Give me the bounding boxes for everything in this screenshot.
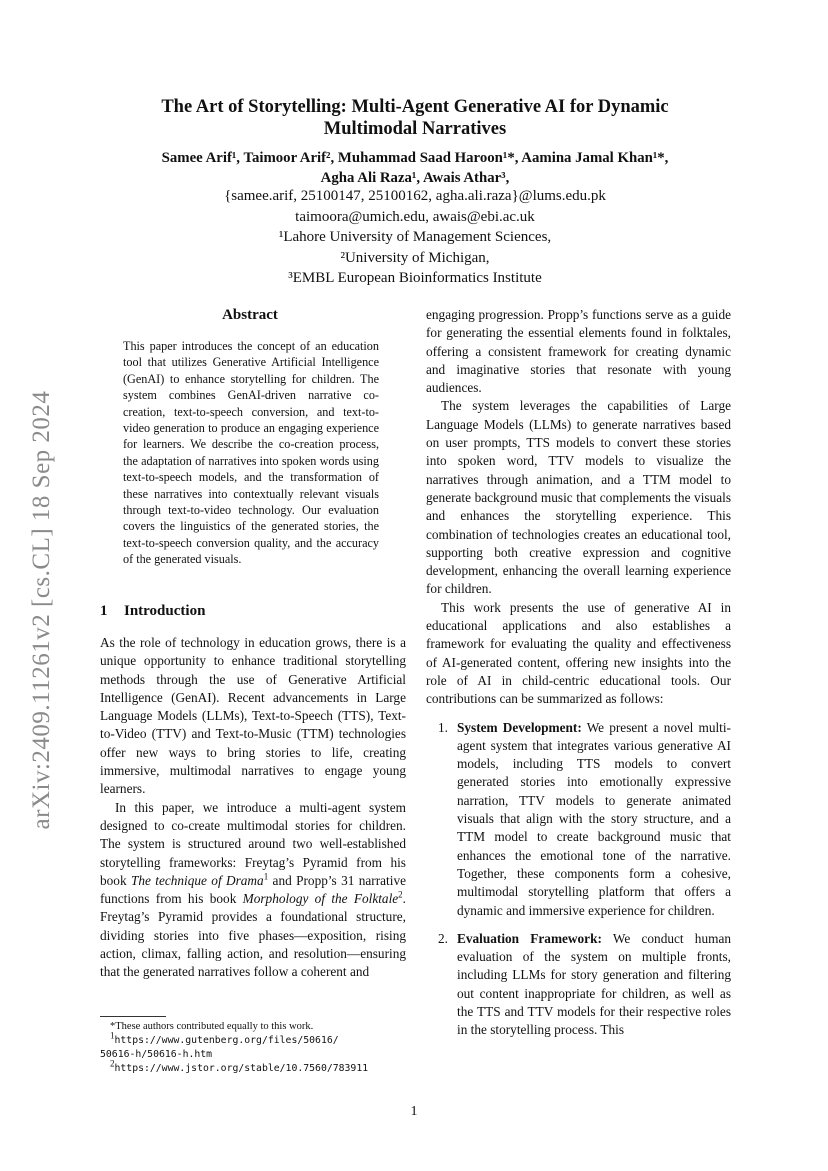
list-item-label: Evaluation Framework:	[457, 930, 602, 946]
book-title-drama: The technique of Drama	[130, 872, 264, 888]
list-item-label: System Development:	[457, 719, 582, 735]
right-column	[426, 306, 731, 1050]
abstract-heading: Abstract	[222, 307, 278, 323]
list-item	[426, 930, 731, 1040]
footnote-1-mark: 1	[110, 1030, 115, 1041]
intro-paragraph-2	[100, 799, 406, 982]
emails-line-2: taimoora@umich.edu, awais@ebi.ac.uk	[295, 208, 535, 225]
author-list	[100, 148, 730, 188]
affiliation-1: ¹Lahore University of Management Sciences,	[278, 229, 552, 245]
arxiv-sidebar-stamp	[14, 330, 70, 890]
title-line-1: The Art of Storytelling: Multi-Agent Generative AI for Dynamic	[161, 97, 669, 117]
left-column	[100, 634, 406, 982]
footnote-equal-contribution: *These authors contributed equally to this work.	[110, 1021, 314, 1032]
footnote-ref-2: 2	[398, 889, 403, 900]
affiliation-2: ²University of Michigan,	[340, 249, 490, 266]
footnotes	[100, 1020, 410, 1076]
affiliation-3: ³EMBL European Bioinformatics Institute	[288, 270, 542, 286]
footnote-1-link-cont[interactable]: 50616-h/50616-h.htm	[100, 1049, 213, 1060]
footnote-1-link[interactable]: https://www.gutenberg.org/files/50616/	[114, 1035, 339, 1046]
authors-line-2: Agha Ali Raza¹, Awais Athar³,	[320, 170, 510, 186]
p2-part-a: In this paper, we introduce a multi-agent system designed to co-create multimodal stories for children. The system is structured around two well-established storytelling frameworks: Freytag’s Pyramid from his book	[100, 799, 406, 888]
p2-part-b: and Propp’s 31 narrative functions from his book	[100, 872, 406, 907]
p2-part-c: . Freytag’s Pyramid provides a foundational structure, dividing stories into five phases—exposition, rising action, climax, falling action, and resolution—ensuring that the generated narratives follow a coherent and	[100, 891, 406, 980]
footnote-2-link[interactable]: https://www.jstor.org/stable/10.7560/783911	[114, 1063, 369, 1074]
footnote-1-continued	[100, 1048, 410, 1062]
right-paragraph-4: This work presents the use of generative AI in educational applications and also establishes a framework for evaluating the quality and effectiveness of AI-generated content, offering new insights into the role of AI in child-centric educational tools. Our contributions can be summarized as follows:	[426, 599, 731, 707]
authors-line-1: Samee Arif¹, Taimoor Arif², Muhammad Saad Haroon¹*, Aamina Jamal Khan¹*,	[161, 150, 669, 166]
list-marker: 1.	[438, 719, 448, 735]
intro-paragraph-1: As the role of technology in education grows, there is a unique opportunity to enhance traditional storytelling methods through the use of Generative Artificial Intelligence (GenAI). Recent advancements in Large Language Models (LLMs), Text-to-Speech (TTS), Text-to-Video (TTV) and Text-to-Music (TTM) technologies offer new ways to bring stories to life, creating immersive, multimodal narratives to engage young learners.	[100, 635, 406, 797]
footnote-2-mark: 2	[110, 1058, 115, 1069]
right-paragraph-3: The system leverages the capabilities of Large Language Models (LLMs) to generate narratives based on user prompts, TTS models to convert these stories into spoken word, TTV models to visualize the narratives through animation, and a TTM model to generate background music that complements the visuals and enhances the storytelling experience. This combination of technologies creates an educational tool, supporting both creative expression and cognitive development, enhancing the overall learning experience for children.	[426, 398, 731, 597]
page-number: 1	[410, 1104, 418, 1119]
list-item	[426, 719, 731, 920]
right-paragraph-continued: engaging progression. Propp’s functions serve as a guide for generating the essential elements found in folktales, offering a consistent framework for creating dynamic and imaginative stories that resonate with young audiences.	[426, 307, 731, 396]
section-heading-introduction	[100, 603, 205, 620]
paper-title	[110, 96, 720, 140]
footnote-1	[100, 1030, 410, 1048]
list-marker: 2.	[438, 930, 448, 946]
list-item-text: We conduct human evaluation of the system on multiple fronts, including LLMs for story generation and filtering out content inappropriate for children, as well as the TTS and TTV models for their respective roles in the storytelling process. This	[457, 930, 731, 1038]
abstract-body	[123, 338, 379, 568]
emails-line-1: {samee.arif, 25100147, 25100162, agha.ali.raza}@lums.edu.pk	[224, 188, 606, 204]
arxiv-id: arXiv:2409.11261v2 [cs.CL] 18 Sep 2024	[28, 390, 55, 830]
title-line-2: Multimodal Narratives	[323, 119, 507, 139]
contributions-list	[426, 719, 731, 1040]
affiliations	[100, 186, 730, 289]
book-title-folktale: Morphology of the Folktale	[242, 891, 399, 907]
footnote-ref-1: 1	[263, 871, 269, 882]
abstract-text: This paper introduces the concept of an education tool that utilizes Generative Artificial Intelligence (GenAI) to enhance storytelling for children. The system combines GenAI-driven narrative co-creation, text-to-speech conversion, and text-to-video generation to produce an engaging experience for learners. We describe the co-creation process, the adaptation of narratives into spoken words using text-to-speech models, and the transformation of these narratives into contextually relevant visuals through text-to-video technology. Our evaluation covers the linguistics of the generated stories, the text-to-speech conversion quality, and the accuracy of the generated visuals.	[123, 339, 379, 567]
footnote-divider	[100, 1016, 166, 1017]
list-item-text: We present a novel multi-agent system that integrates various generative AI models, including TTS models to convert generated stories into emotionally expressive narration, TTV models to generate animated visuals that align with the story structure, and a TTM model to create background music that enhances the emotional tone of the narrative. Together, these components form a cohesive, multimodal storytelling platform that offers a dynamic and immersive experience for children.	[457, 719, 731, 918]
footnote-2	[100, 1058, 410, 1076]
section-number: 1	[100, 603, 108, 619]
section-title: Introduction	[124, 603, 206, 619]
